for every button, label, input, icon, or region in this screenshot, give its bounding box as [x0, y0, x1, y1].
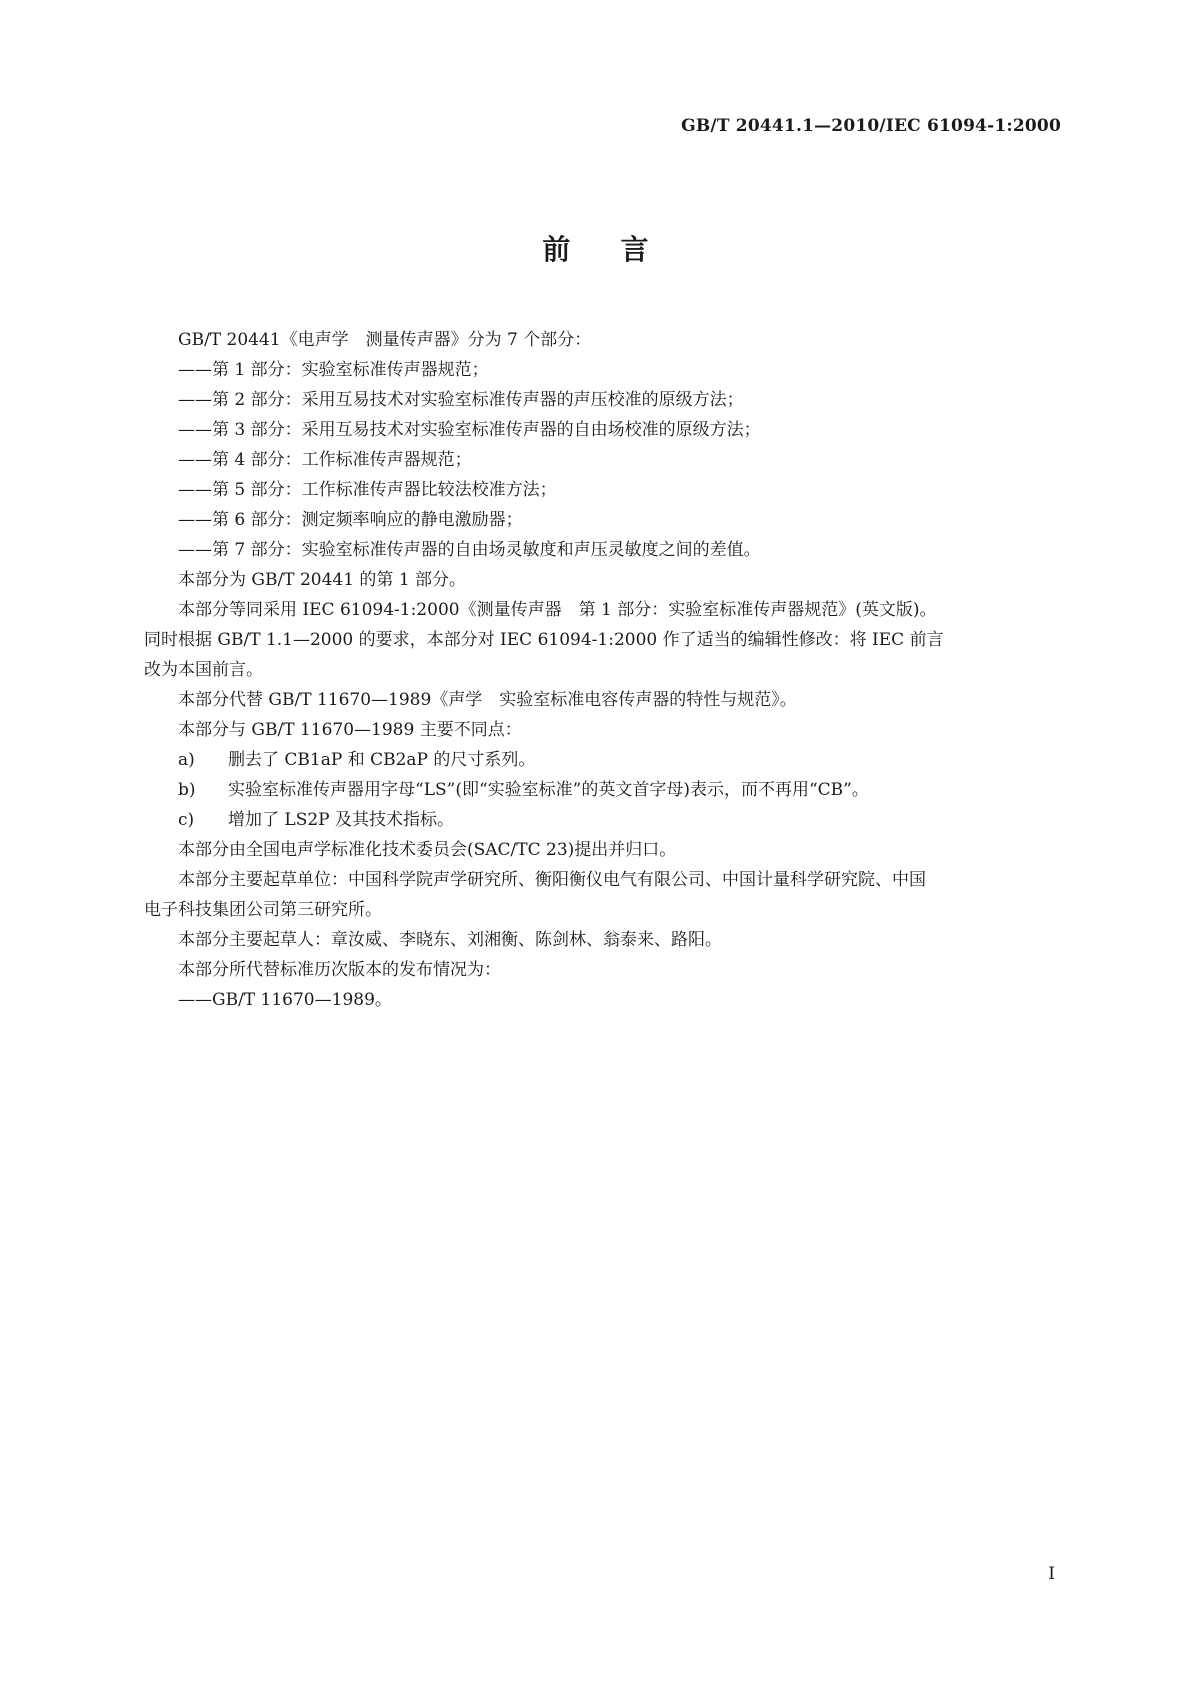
drafters-paragraph: 本部分主要起草人：章汝威、李晓东、刘湘衡、陈剑林、翁泰来、路阳。 [178, 930, 722, 950]
adoption-line: 本部分等同采用 IEC 61094-1:2000《测量传声器 第 1 部分：实验室标准传声器规范》(英文版)。 [178, 600, 937, 620]
difference-text: 增加了 LS2P 及其技术指标。 [228, 810, 454, 830]
title-char-1: 前 [542, 233, 571, 266]
foreword-body [144, 325, 1062, 1015]
part-of-paragraph: 本部分为 GB/T 20441 的第 1 部分。 [178, 570, 467, 590]
drafting-units-line: 本部分主要起草单位：中国科学院声学研究所、衡阳衡仪电气有限公司、中国计量科学研究院、中国 [178, 870, 926, 890]
difference-item [144, 745, 1062, 775]
difference-item [144, 775, 1062, 805]
drafting-units-line: 电子科技集团公司第三研究所。 [144, 900, 382, 920]
differences-intro: 本部分与 GB/T 11670—1989 主要不同点： [178, 720, 522, 740]
page-title [0, 228, 1191, 268]
part-item: ——第 5 部分：工作标准传声器比较法校准方法； [178, 480, 557, 500]
page-number: I [1048, 1564, 1055, 1584]
adoption-line: 改为本国前言。 [144, 660, 263, 680]
list-label: b) [178, 780, 196, 800]
difference-text: 删去了 CB1aP 和 CB2aP 的尺寸系列。 [228, 750, 536, 770]
part-item: ——第 1 部分：实验室标准传声器规范； [178, 360, 489, 380]
part-item: ——第 7 部分：实验室标准传声器的自由场灵敏度和声压灵敏度之间的差值。 [178, 540, 761, 560]
adoption-line: 同时根据 GB/T 1.1—2000 的要求，本部分对 IEC 61094-1:2000 作了适当的编辑性修改：将 IEC 前言 [144, 630, 944, 650]
part-item: ——第 3 部分：采用互易技术对实验室标准传声器的自由场校准的原级方法； [178, 420, 761, 440]
proposed-by-paragraph: 本部分由全国电声学标准化技术委员会(SAC/TC 23)提出并归口。 [178, 840, 677, 860]
title-char-2: 言 [620, 233, 649, 266]
standard-code: GB/T 20441.1—2010/IEC 61094-1:2000 [681, 116, 1061, 136]
difference-text: 实验室标准传声器用字母“LS”(即“实验室标准”的英文首字母)表示，而不再用“CB”。 [228, 780, 869, 800]
part-item: ——第 2 部分：采用互易技术对实验室标准传声器的声压校准的原级方法； [178, 390, 744, 410]
replaces-paragraph: 本部分代替 GB/T 11670—1989《声学 实验室标准电容传声器的特性与规范》。 [178, 690, 797, 710]
part-item: ——第 4 部分：工作标准传声器规范； [178, 450, 472, 470]
history-intro: 本部分所代替标准历次版本的发布情况为： [178, 960, 501, 980]
history-item: ——GB/T 11670—1989。 [178, 990, 392, 1010]
list-label: c) [178, 810, 195, 830]
difference-item [144, 805, 1062, 835]
intro-paragraph: GB/T 20441《电声学 测量传声器》分为 7 个部分： [178, 330, 592, 350]
part-item: ——第 6 部分：测定频率响应的静电激励器； [178, 510, 523, 530]
list-label: a) [178, 750, 195, 770]
